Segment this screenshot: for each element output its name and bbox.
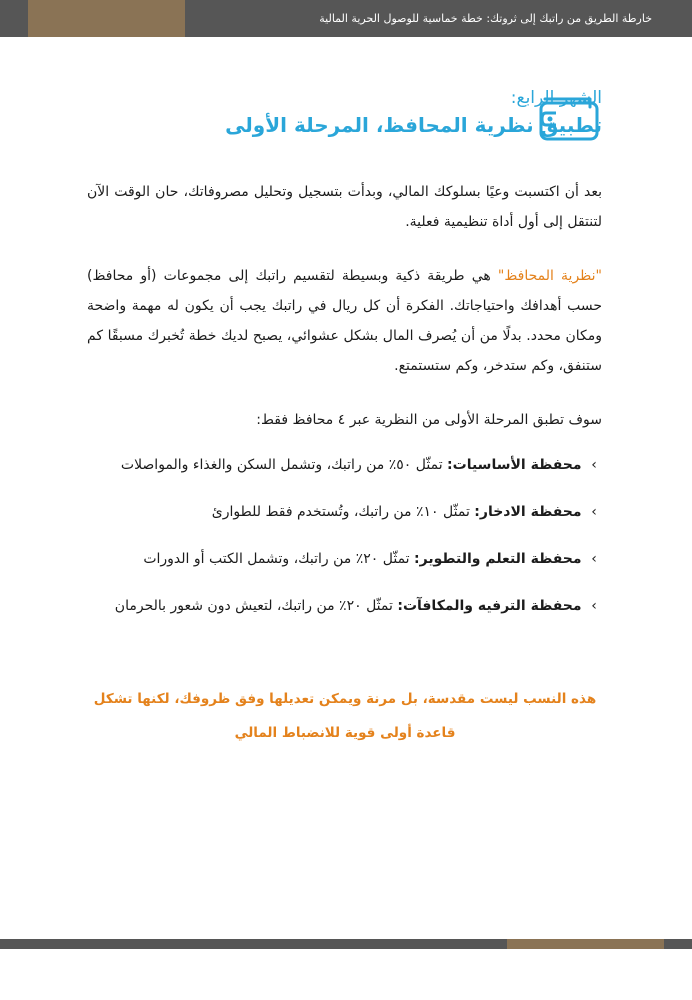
- list-item: [87, 453, 602, 477]
- note-line-1: هذه النسب ليست مقدسة، بل مرنة ويمكن تعديلها وفق ظروفك، لكنها تشكل: [93, 691, 597, 707]
- definition-term: "نظرية المحافظ": [497, 268, 602, 284]
- wallet-name: محفظة التعلم والتطوير:: [414, 551, 582, 567]
- top-header-bar: [0, 0, 692, 37]
- footer-accent-block: [507, 939, 664, 949]
- section-heading: [182, 86, 602, 139]
- definition-paragraph: [87, 261, 602, 381]
- section-subtitle: الشهر الرابع:: [510, 88, 602, 108]
- bullet-icon: ›: [591, 598, 597, 614]
- section-title: تطبيق نظرية المحافظ، المرحلة الأولى: [225, 113, 602, 137]
- wallet-name: محفظة الادخار:: [474, 504, 582, 520]
- wallet-description: تمثّل ٥٠٪ من راتبك، وتشمل السكن والغذاء والمواصلات: [120, 457, 448, 473]
- list-item: [87, 594, 602, 618]
- wallet-description: تمثّل ٢٠٪ من راتبك، لتعيش دون شعور بالحرمان: [114, 598, 398, 614]
- header-accent-block: [28, 0, 185, 37]
- bottom-footer-bar: [0, 939, 692, 949]
- wallet-description: تمثّل ١٠٪ من راتبك، وتُستخدم فقط للطوارئ: [211, 504, 475, 520]
- definition-text: هي طريقة ذكية وبسيطة لتقسيم راتبك إلى مجموعات (أو محافظ) حسب أهدافك واحتياجاتك. الفكرة أن كل ريال في راتبك يجب أن يكون له مهمة واضحة ومكان محدد. بدلًا من أن يُصرف المال بشكل عشوائي، يصبح لديك خطة تُخبرك مسبقًا كم ستنفق، وكم ستدخر، وكم ستستمتع.: [87, 268, 602, 374]
- list-intro: سوف تطبق المرحلة الأولى من النظرية عبر ٤ محافظ فقط:: [256, 412, 602, 428]
- wallet-description: تمثّل ٢٠٪ من راتبك، وتشمل الكتب أو الدورات: [143, 551, 415, 567]
- note-line-2: قاعدة أولى قوية للانضباط المالي: [234, 725, 456, 741]
- list-item: [87, 547, 602, 571]
- body-content: [87, 177, 602, 641]
- wallet-name: محفظة الأساسيات:: [447, 457, 582, 473]
- list-item: [87, 500, 602, 524]
- highlight-note: [80, 682, 610, 750]
- wallets-list: [87, 453, 602, 618]
- wallet-name: محفظة الترفيه والمكافآت:: [397, 598, 582, 614]
- bullet-icon: ›: [591, 504, 597, 520]
- document-title: خارطة الطريق من راتبك إلى ثروتك: خطة خماسية للوصول الحرية المالية: [319, 12, 652, 25]
- bullet-icon: ›: [591, 457, 597, 473]
- intro-paragraph: بعد أن اكتسبت وعيًا بسلوكك المالي، وبدأت بتسجيل وتحليل مصروفاتك، حان الوقت الآن لتنتقل إلى أول أداة تنظيمية فعلية.: [87, 184, 602, 230]
- bullet-icon: ›: [591, 551, 597, 567]
